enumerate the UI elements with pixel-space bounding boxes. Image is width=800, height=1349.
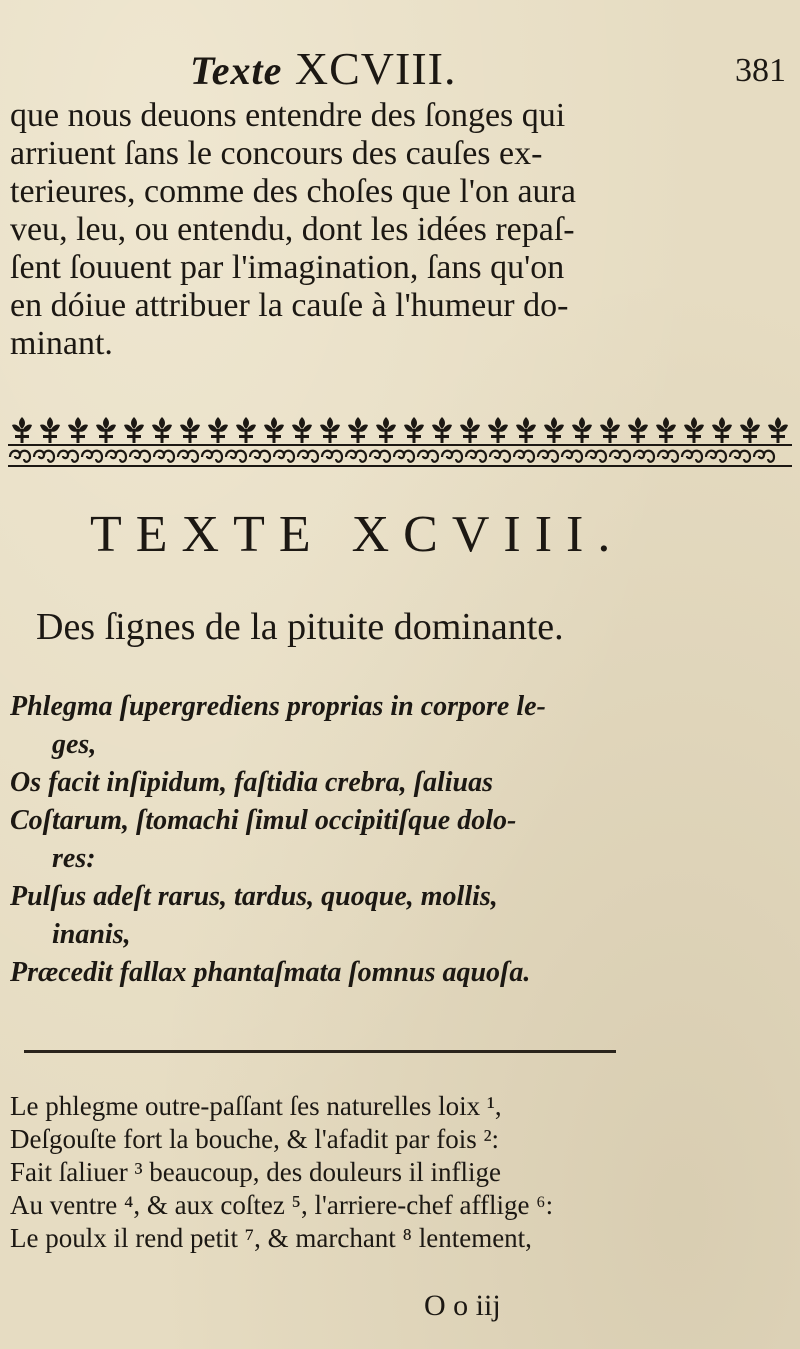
running-head-title-roman: XCVIII. xyxy=(294,43,457,94)
verse-line: ges, xyxy=(52,729,97,760)
paragraph-line: minant. xyxy=(10,325,113,362)
verse-line: Phlegma ſupergrediens proprias in corpore le- xyxy=(10,691,546,722)
verse-line: Præcedit fallax phantaſmata ſomnus aquoſa. xyxy=(10,957,531,988)
signature-mark: O o iij xyxy=(424,1289,501,1322)
opening-paragraph xyxy=(10,97,790,363)
paragraph-line: en dóiue attribuer la cauſe à l'humeur do- xyxy=(10,287,569,324)
decorative-ornament-band xyxy=(8,413,792,469)
translation-line: Au ventre ⁴, & aux coſtez ⁵, l'arriere-chef afflige ⁶: xyxy=(10,1190,554,1220)
translation-line: Le phlegme outre-paſſant ſes naturelles loix ¹, xyxy=(10,1091,502,1121)
page-number: 381 xyxy=(735,52,786,89)
verse-line: Os facit inſipidum, faſtidia crebra, ſaliuas xyxy=(10,767,493,798)
translation-line: Fait ſaliuer ³ beaucoup, des douleurs il inflige xyxy=(10,1157,501,1187)
verse-line: res: xyxy=(52,843,96,874)
latin-verse xyxy=(10,688,800,992)
horizontal-rule xyxy=(24,1050,616,1053)
french-translation xyxy=(10,1090,790,1255)
paragraph-line: terieures, comme des choſes que l'on aura xyxy=(10,173,576,210)
verse-line: inanis, xyxy=(52,919,131,950)
paragraph-line: ſent ſouuent par l'imagination, ſans qu'on xyxy=(10,249,565,286)
translation-line: Deſgouſte fort la bouche, & l'afadit par fois ²: xyxy=(10,1124,500,1154)
paragraph-line: arriuent ſans le concours des cauſes ex- xyxy=(10,135,543,172)
running-head-title xyxy=(190,42,456,95)
verse-line: Coſtarum, ſtomachi ſimul occipitiſque dolo- xyxy=(10,805,517,836)
paragraph-line: que nous deuons entendre des ſonges qui xyxy=(10,97,566,134)
verse-line: Pulſus adeſt rarus, tardus, quoque, mollis, xyxy=(10,881,498,912)
paragraph-line: veu, leu, ou entendu, dont les idées repaſ- xyxy=(10,211,575,248)
section-title: TEXTE XCVIII. xyxy=(90,506,625,563)
translation-line: Le poulx il rend petit ⁷, & marchant ⁸ lentement, xyxy=(10,1223,532,1253)
running-head xyxy=(0,38,800,98)
section-subtitle: Des ſignes de la pituite dominante. xyxy=(36,606,564,648)
running-head-title-italic: Texte xyxy=(190,48,283,93)
